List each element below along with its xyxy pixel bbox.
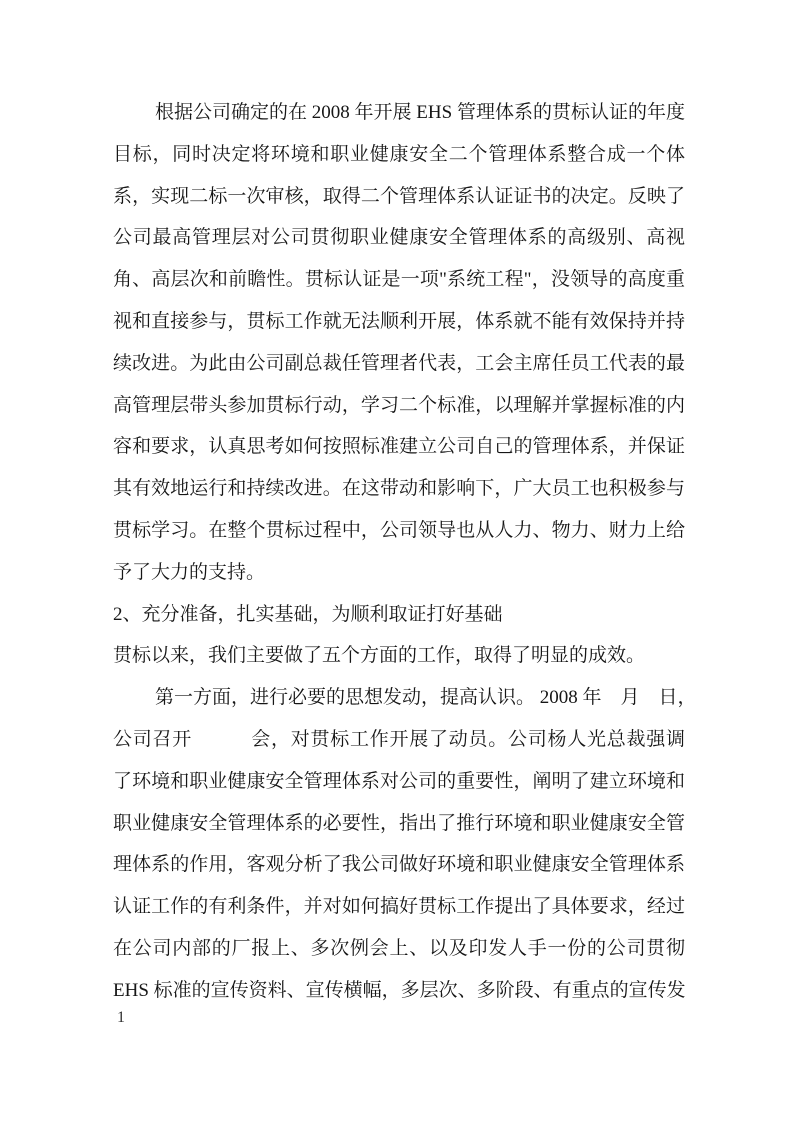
text-line: 续改进。为此由公司副总裁任管理者代表，工会主席任员工代表的最 xyxy=(113,352,685,374)
text-line: 容和要求，认真思考如何按照标准建立公司自己的管理体系，并保证 xyxy=(113,436,685,458)
text-line: 根据公司确定的在 2008 年开展 EHS 管理体系的贯标认证的年度 xyxy=(155,102,685,123)
text-line: 公司最高管理层对公司贯彻职业健康安全管理体系的高级别、高视 xyxy=(113,227,685,249)
text-line: 贯标学习。在整个贯标过程中，公司领导也从人力、物力、财力上给 xyxy=(113,519,685,541)
document-text xyxy=(113,92,697,1012)
text-line: 认证工作的有利条件，并对如何搞好贯标工作提出了具体要求，经过 xyxy=(113,896,685,918)
text-line: 角、高层次和前瞻性。贯标认证是一项"系统工程"，没领导的高度重 xyxy=(113,269,685,291)
text-line: 贯标以来，我们主要做了五个方面的工作，取得了明显的成效。 xyxy=(113,645,646,667)
text-line: 在公司内部的厂报上、多次例会上、以及印发人手一份的公司贯彻 xyxy=(113,937,685,959)
text-line: 高管理层带头参加贯标行动，学习二个标准，以理解并掌握标准的内 xyxy=(113,394,685,416)
text-line: 目标，同时决定将环境和职业健康安全二个管理体系整合成一个体 xyxy=(113,143,685,165)
text-line: 视和直接参与，贯标工作就无法顺利开展，体系就不能有效保持并持 xyxy=(113,310,685,332)
text-line: 2、充分准备，扎实基础，为顺利取证打好基础 xyxy=(113,603,503,625)
text-line: 其有效地运行和持续改进。在这带动和影响下，广大员工也积极参与 xyxy=(113,478,685,500)
text-line: 职业健康安全管理体系的必要性，指出了推行环境和职业健康安全管 xyxy=(113,812,685,834)
text-line: 公司召开 会，对贯标工作开展了动员。公司杨人光总裁强调 xyxy=(113,728,685,750)
text-line: EHS 标准的宣传资料、宣传横幅，多层次、多阶段、有重点的宣传发 xyxy=(113,979,686,1001)
page-number: 1 xyxy=(117,1009,125,1026)
text-line: 第一方面，进行必要的思想发动，提高认识。 2008 年 月 日， xyxy=(155,687,697,709)
text-line: 予了大力的支持。 xyxy=(113,561,266,583)
text-line: 了环境和职业健康安全管理体系对公司的重要性，阐明了建立环境和 xyxy=(113,770,685,792)
text-line: 理体系的作用，客观分析了我公司做好环境和职业健康安全管理体系 xyxy=(113,854,685,876)
text-line: 系，实现二标一次审核，取得二个管理体系认证证书的决定。反映了 xyxy=(113,185,685,207)
